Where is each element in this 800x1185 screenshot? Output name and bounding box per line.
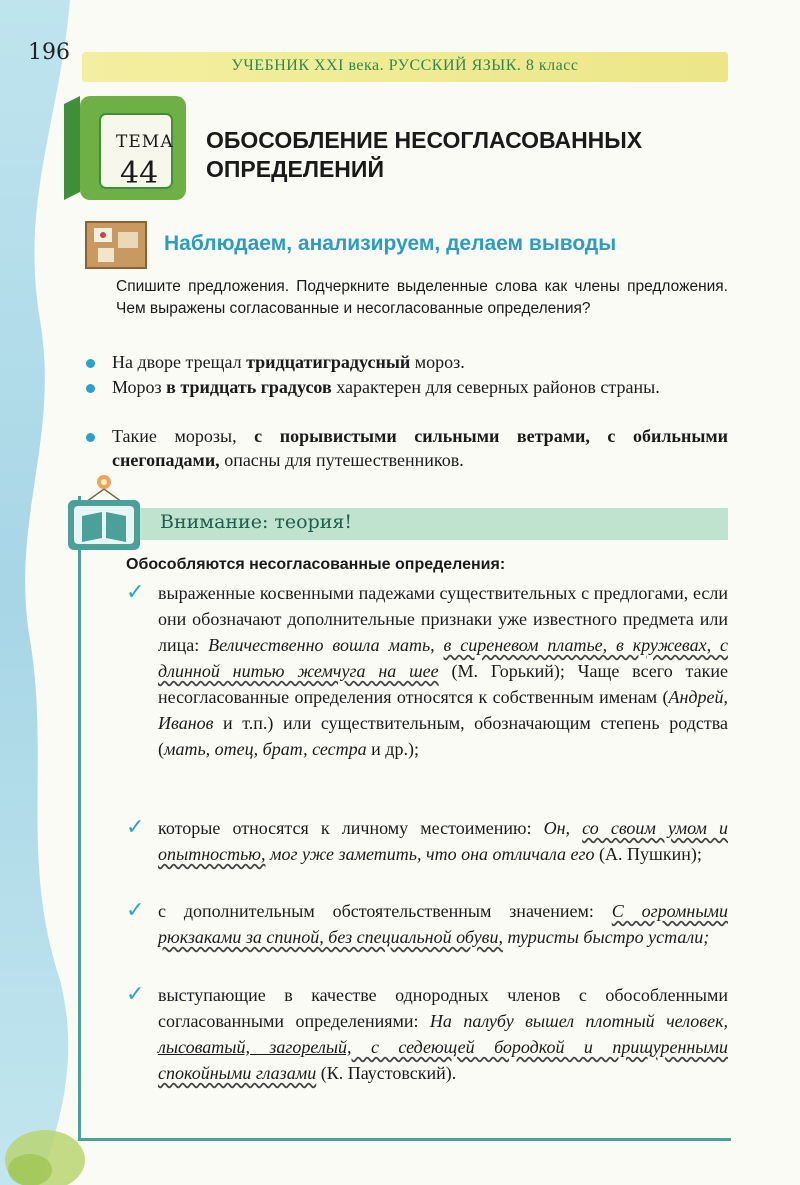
example-1-bold: тридцатиградусный <box>246 352 411 372</box>
item-2-example-rest: мог уже заметить, что она отличала его <box>265 844 595 864</box>
example-3-bold: с порывистыми сильными ветрами, с обильными снегопадами, <box>112 426 729 470</box>
check-icon: ✓ <box>126 580 145 605</box>
item-4-author: (К. Паустовский). <box>316 1063 457 1083</box>
title-line-1: ОБОСОБЛЕНИЕ НЕСОГЛАСОВАННЫХ <box>206 127 643 153</box>
page-number: 196 <box>28 40 70 65</box>
item-4-example-wavy: с седеющей бородкой и прищуренными спокойными глазами <box>158 1037 728 1083</box>
example-2-post: характерен для северных районов страны. <box>331 377 660 397</box>
theory-lead: Обособляются несогласованные определения: <box>126 556 506 573</box>
page-title <box>206 126 642 184</box>
check-icon: ✓ <box>126 815 145 840</box>
example-3-pre: Такие морозы, <box>112 426 255 446</box>
theory-item-3 <box>158 898 728 950</box>
item-1-example: Величественно вошла мать, <box>208 635 444 655</box>
theory-heading: Внимание: теория! <box>160 511 353 533</box>
item-4-example-underlined: лысоватый, загорелый, <box>158 1037 352 1057</box>
header-band <box>82 52 728 82</box>
example-sentence-3 <box>112 424 728 472</box>
bullet-3 <box>86 433 95 442</box>
item-2-example-wavy: со своим умом и опытностью, <box>158 818 729 864</box>
item-1-author: (М. Горький); <box>438 661 578 681</box>
open-book-icon <box>64 472 144 552</box>
bottom-watercolor-decoration <box>0 1110 90 1185</box>
topic-label: ТЕМА <box>116 132 175 152</box>
example-sentence-2 <box>112 375 728 399</box>
header-band-text: УЧЕБНИК XXI века. РУССКИЙ ЯЗЫК. 8 класс <box>231 57 579 74</box>
item-2-example: Он, <box>543 818 583 838</box>
example-3-post: опасны для путешественников. <box>219 450 464 470</box>
observe-heading: Наблюдаем, анализируем, делаем выводы <box>164 232 617 255</box>
item-4-example: На палубу вышел плотный человек, <box>429 1011 728 1031</box>
theory-item-2 <box>158 815 728 867</box>
item-1-sep: , <box>723 687 728 707</box>
item-1-kin: мать, отец, брат, сестра <box>164 739 367 759</box>
theory-item-1 <box>158 580 728 762</box>
bullet-1 <box>86 359 95 368</box>
item-2-author: (А. Пушкин); <box>594 844 702 864</box>
example-1-post: мороз. <box>410 352 465 372</box>
item-3-example-wavy: С огромными рюкзаками за спиной, без специальной обуви, <box>158 901 729 947</box>
item-2-text: которые относятся к личному местоимению: <box>158 818 544 838</box>
item-1-example-wavy: в сиреневом платье, в кружевах, с длинной нитью жемчуга на шее <box>158 635 728 681</box>
instruction-text: Спишите предложения. Подчеркните выделенные слова как члены предложения. Чем выражены согласованные и несогласованные определения? <box>116 278 728 317</box>
example-1-pre: На дворе трещал <box>112 352 247 372</box>
check-icon: ✓ <box>126 982 145 1007</box>
item-1-name1: Андрей <box>668 687 724 707</box>
item-1-name2: Иванов <box>158 713 214 733</box>
check-icon: ✓ <box>126 898 145 923</box>
bulletin-board-icon <box>84 218 148 270</box>
theory-item-4 <box>158 982 728 1086</box>
item-1-text2: Чаще всего такие несогласованные определения относятся к собственным именам ( <box>158 661 728 707</box>
item-1-text3: и т.п.) или существительным, обозначающим степень родства ( <box>158 713 728 759</box>
item-4-text: выступающие в качестве однородных членов с обособленными согласованными определениями: <box>158 985 728 1031</box>
item-3-example-rest: туристы быстро устали; <box>502 927 710 947</box>
topic-number: 44 <box>120 156 159 191</box>
bullet-2 <box>86 384 95 393</box>
title-line-2: ОПРЕДЕЛЕНИЙ <box>206 156 384 182</box>
item-3-text: с дополнительным обстоятельственным значением: <box>158 901 612 921</box>
example-2-bold: в тридцать градусов <box>166 377 332 397</box>
item-1-text4: и др.); <box>366 739 419 759</box>
example-2-pre: Мороз <box>112 377 167 397</box>
item-1-text: выраженные косвенными падежами существительных с предлогами, если они обозначают дополнительные признаки уже известного предмета или лица: <box>158 583 728 655</box>
example-sentence-1 <box>112 350 728 374</box>
